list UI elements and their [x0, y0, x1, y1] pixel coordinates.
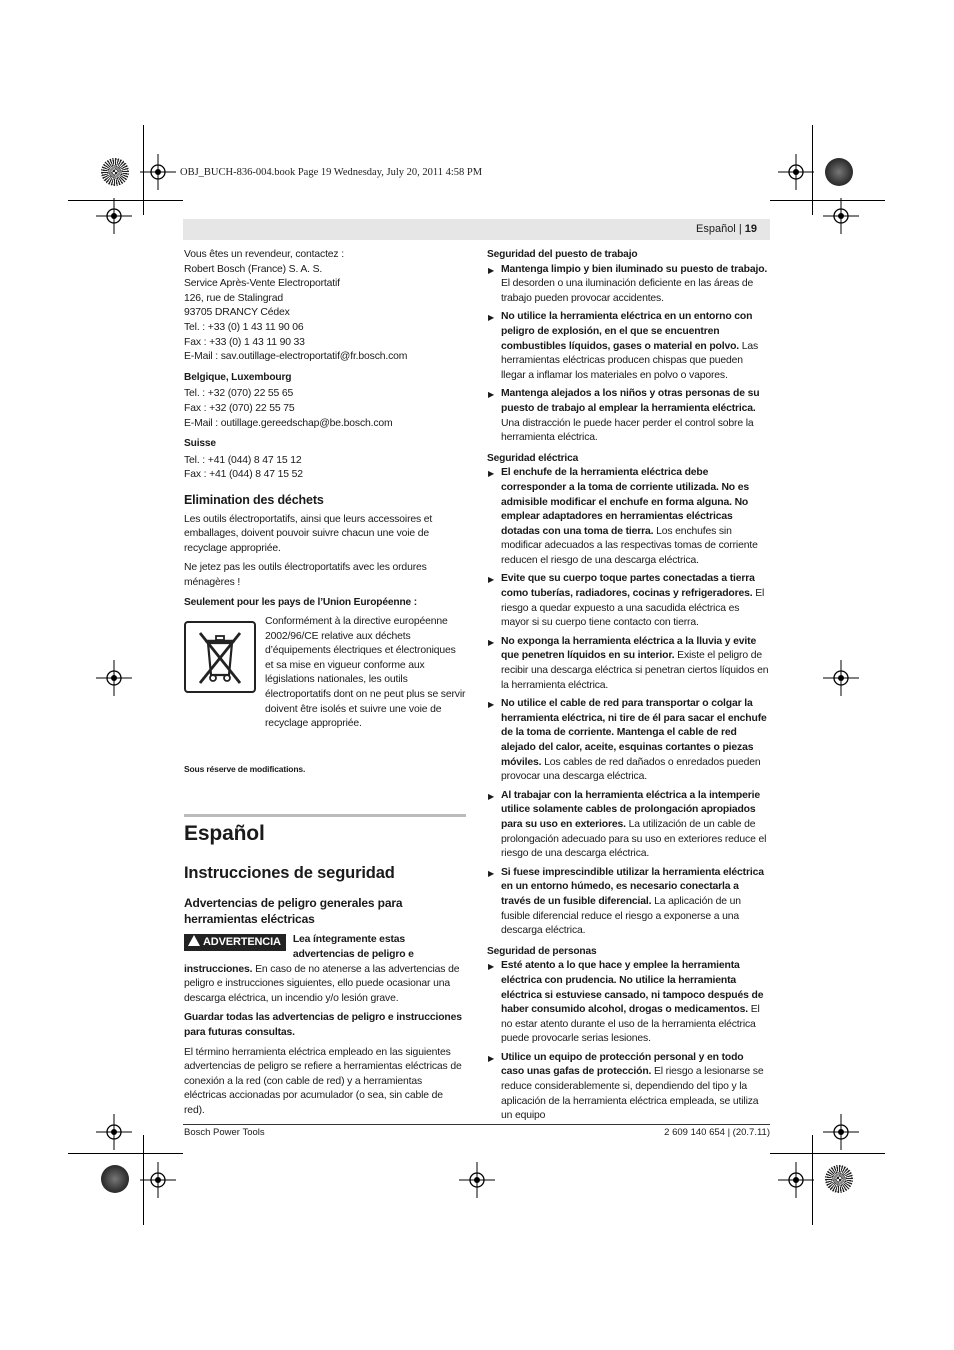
list-item — [487, 466, 769, 568]
registration-mark-icon — [778, 154, 814, 190]
list-item-bold: No utilice el cable de red para transportar o colgar la herramienta eléctrica, ni tire de él para sacar el enchufe de la toma de corriente. Mantenga el cable de red alejado del calor, aceite, esquinas cortantes o piezas móviles. — [501, 698, 767, 768]
section-divider — [184, 814, 466, 817]
color-target-icon — [825, 1165, 853, 1193]
suisse-heading: Suisse — [184, 438, 216, 450]
list-item — [487, 866, 769, 939]
color-target-icon — [825, 158, 853, 186]
reserve-note: Sous réserve de modifications. — [184, 763, 306, 774]
list-item-bold: Utilice un equipo de protección personal y en todo caso unas gafas de protección. — [501, 1051, 744, 1078]
registration-mark-icon — [823, 660, 859, 696]
page-header: Español | 19 — [183, 219, 770, 240]
contact-line: Tel. : +33 (0) 1 43 11 90 06 — [184, 321, 304, 333]
list-item-text: El no estar atento durante el uso de la herramienta eléctrica puede provocarle serias lesiones. — [501, 1004, 760, 1045]
list-item-bold: Esté atento a lo que hace y emplee la herramienta eléctrica con prudencia. No utilice la herramienta eléctrica si estuviese cansado, ni tampoco después de haber consumido alcohol, drogas o medicamentos. — [501, 960, 764, 1016]
contact-lines — [184, 263, 466, 365]
contact-line: Tel. : +32 (070) 22 55 65 — [184, 388, 294, 400]
registration-mark-icon — [96, 1114, 132, 1150]
warning-text: En caso de no atenerse a las advertencias de peligro e instrucciones siguientes, ello puede ocasionar una descarga eléctrica, un incendio y/o lesión grave. — [184, 963, 460, 1004]
list-item-text: La aplicación de un fusible diferencial reduce el riesgo a exponerse a una descarga eléctrica. — [501, 895, 741, 937]
list-item-bold: El enchufe de la herramienta eléctrica debe corresponder a la toma de corriente utilizada. No es admisible modificar el enchufe en forma alguna. No emplear adaptadores en herramientas eléctricas dotadas con una toma de tierra. — [501, 467, 749, 537]
contact-line: 93705 DRANCY Cédex — [184, 307, 290, 319]
warning-triangle-icon — [188, 935, 200, 946]
color-target-icon — [101, 158, 129, 186]
list-item-text: Los enchufes sin modificar adecuados a las respectivas tomas de corriente reducen el riesgo de una descarga eléctrica. — [501, 525, 758, 566]
personal-safety-list — [487, 959, 769, 1124]
list-item-bold: Mantenga alejados a los niños y otras personas de su puesto de trabajo al emplear la herramienta eléctrica. — [501, 388, 760, 414]
contact-line: Fax : +32 (070) 22 55 75 — [184, 402, 295, 414]
list-item — [487, 387, 769, 445]
registration-mark-icon — [140, 1162, 176, 1198]
list-item-text: La utilización de un cable de prolongación adecuado para su uso en exteriores reduce el riesgo de una descarga eléctrica. — [501, 818, 767, 860]
contact-line: 126, rue de Stalingrad — [184, 292, 283, 304]
keep-instructions-text: Guardar todas las advertencias de peligro e instrucciones para futuras consultas. — [184, 1012, 462, 1038]
contact-line: E-Mail : outillage.gereedschap@be.bosch.com — [184, 417, 393, 429]
registration-mark-icon — [823, 1114, 859, 1150]
contact-line: Robert Bosch (France) S. A. S. — [184, 263, 323, 275]
contact-line: Tel. : +41 (044) 8 47 15 12 — [184, 454, 302, 466]
list-item — [487, 959, 769, 1047]
color-target-icon — [101, 1165, 129, 1193]
contact-line: Fax : +33 (0) 1 43 11 90 33 — [184, 336, 305, 348]
list-item-bold: Si fuese imprescindible utilizar la herramienta eléctrica en un entorno húmedo, es necesario conectarla a través de un fusible diferencial. — [501, 866, 764, 907]
list-item — [487, 789, 769, 862]
belgium-lines — [184, 387, 466, 431]
list-item — [487, 1051, 769, 1124]
contact-line: Fax : +41 (044) 8 47 15 52 — [184, 469, 303, 481]
registration-mark-icon — [823, 198, 859, 234]
elimination-text: Les outils électroportatifs, ainsi que leurs accessoires et emballages, doivent pouvoir suivre chacun une voie de recyclage appropriée. — [184, 513, 433, 554]
suisse-lines — [184, 454, 466, 483]
list-item-bold: Al trabajar con la herramienta eléctrica a la intemperie utilice solamente cables de prolongación apropiados para su uso en exteriores. — [501, 789, 760, 830]
list-item-bold: Mantenga limpio y bien iluminado su puesto de trabajo. — [501, 263, 768, 275]
list-item-text: El riesgo a lesionarse se reduce considerablemente si, dependiendo del tipo y la aplicación de la herramienta eléctrica empleada, se utiliza un equipo — [501, 1066, 764, 1122]
contact-intro: Vous êtes un revendeur, contactez : — [184, 249, 344, 260]
registration-mark-icon — [778, 1162, 814, 1198]
general-warnings-heading: Advertencias de peligro generales para herramientas eléctricas — [184, 896, 403, 927]
electrical-safety-heading: Seguridad eléctrica — [487, 452, 579, 464]
footer-rule — [183, 1124, 770, 1125]
list-item-text: El riesgo a quedar expuesto a una sacudida eléctrica es mayor si su cuerpo tiene contacto con tierra. — [501, 588, 765, 629]
section-title-espanol: Español — [184, 822, 265, 846]
contact-line: E-Mail : sav.outillage-electroportatif@fr.bosch.com — [184, 351, 408, 363]
footer-doc-number: 2 609 140 654 | (20.7.11) — [664, 1127, 770, 1138]
term-definition-text: El término herramienta eléctrica empleado en las siguientes advertencias de peligro se refiere a herramientas eléctricas de conexión a la red (con cable de red) y a herramientas eléctricas accionadas por acumulador (o sea, sin cable de red). — [184, 1046, 462, 1116]
right-column — [487, 248, 769, 1128]
warning-bold-text: Lea íntegramente estas advertencias de peligro e instrucciones. — [184, 934, 414, 975]
crossed-bin-icon — [184, 621, 256, 693]
electrical-safety-list — [487, 466, 769, 938]
workplace-safety-heading: Seguridad del puesto de trabajo — [487, 249, 638, 260]
list-item-text: Existe el peligro de recibir una descarga eléctrica si penetran ciertos líquidos en la herramienta eléctrica. — [501, 650, 769, 691]
list-item — [487, 572, 769, 630]
contact-line: Service Après-Vente Electroportatif — [184, 278, 340, 290]
list-item — [487, 310, 769, 383]
header-language: Español — [696, 223, 736, 235]
list-item-text: Los cables de red dañados o enredados pueden provocar una descarga eléctrica. — [501, 756, 761, 783]
elimination-text: Ne jetez pas les outils électroportatifs avec les ordures ménagères ! — [184, 562, 427, 588]
workplace-safety-list — [487, 263, 769, 446]
registration-mark-icon — [459, 1162, 495, 1198]
print-header: OBJ_BUCH-836-004.book Page 19 Wednesday, July 20, 2011 4:58 PM — [180, 167, 483, 178]
list-item-bold: No exponga la herramienta eléctrica a la lluvia y evite que penetren líquidos en su interior. — [501, 635, 757, 662]
weee-text: Conformément à la directive européenne 2002/96/CE relative aux déchets d’équipements électriques et électroniques et sa mise en vigueur conforme aux législations nationales, les outils électroportatifs dont on ne peut plus se servir doivent être isolés et suivre une voie de recyclage appropriée. — [265, 616, 466, 730]
belgium-heading: Belgique, Luxembourg — [184, 371, 292, 383]
elimination-heading: Elimination des déchets — [184, 492, 324, 507]
footer-brand: Bosch Power Tools — [184, 1127, 265, 1138]
list-item — [487, 263, 769, 307]
personal-safety-heading: Seguridad de personas — [487, 945, 597, 957]
list-item-bold: No utilice la herramienta eléctrica en un entorno con peligro de explosión, en el que se encuentren combustibles líquidos, gases o material en polvo. — [501, 311, 753, 352]
page-number: 19 — [744, 223, 757, 235]
list-item-text: Las herramientas eléctricas producen chispas que pueden llegar a inflamar los materiales en polvo o vapores. — [501, 340, 759, 381]
list-item-text: El desorden o una iluminación deficiente en las áreas de trabajo pueden provocar accidentes. — [501, 278, 754, 304]
list-item — [487, 635, 769, 693]
list-item-text: Una distracción le puede hacer perder el control sobre la herramienta eléctrica. — [501, 417, 754, 444]
safety-instructions-title: Instrucciones de seguridad — [184, 864, 395, 883]
eu-heading: Seulement pour les pays de l’Union Européenne : — [184, 597, 417, 609]
registration-mark-icon — [96, 198, 132, 234]
list-item — [487, 697, 769, 785]
registration-mark-icon — [140, 154, 176, 190]
left-column — [184, 248, 466, 1119]
list-item-bold: Evite que su cuerpo toque partes conectadas a tierra como tuberías, radiadores, cocinas y refrigeradores. — [501, 573, 755, 600]
registration-mark-icon — [96, 660, 132, 696]
warning-badge: ADVERTENCIA — [184, 934, 286, 951]
